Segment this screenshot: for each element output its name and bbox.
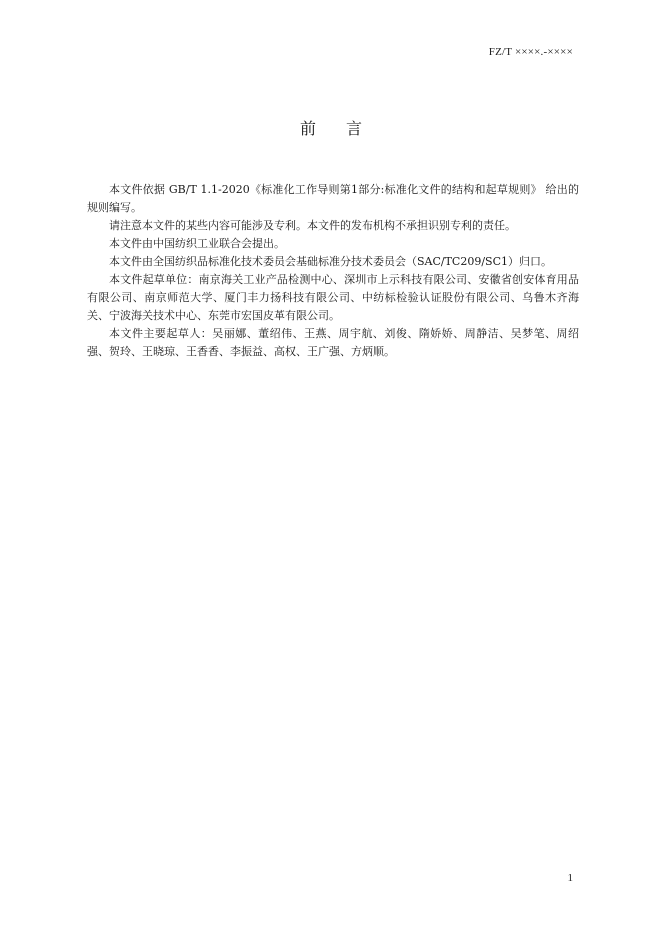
paragraph-proposer: 本文件由中国纺织工业联合会提出。: [109, 237, 285, 250]
paragraph-drafting-units: 本文件起草单位：南京海关工业产品检测中心、深圳市上示科技有限公司、安徽省创安体育用品有限公司、南京师范大学、厦门丰力扬科技有限公司、中纺标检验认证股份有限公司、乌鲁木齐海关、宁波海关技术中心、东莞市宏国皮革有限公司。: [87, 273, 579, 322]
foreword-body: [87, 181, 579, 361]
paragraph-patent-notice: 请注意本文件的某些内容可能涉及专利。本文件的发布机构不承担识别专利的责任。: [109, 219, 516, 232]
paragraph-drafting-rules: 本文件依据 GB/T 1.1-2020《标准化工作导则第1部分:标准化文件的结构和起草规则》 给出的规则编写。: [87, 183, 579, 214]
paragraph-drafters: 本文件主要起草人：吴丽娜、董绍伟、王燕、周宇航、刘俊、隋娇娇、周静洁、吴梦笔、周绍强、贺玲、王晓琼、王香香、李振益、高权、王广强、方炳顺。: [87, 327, 579, 358]
page-number: 1: [567, 872, 573, 884]
page-title: 前言: [299, 119, 392, 138]
paragraph-centralized-by: 本文件由全国纺织品标准化技术委员会基础标准分技术委员会（SAC/TC209/SC1）归口。: [109, 255, 553, 268]
standard-code: FZ/T ××××.-××××: [488, 46, 573, 58]
